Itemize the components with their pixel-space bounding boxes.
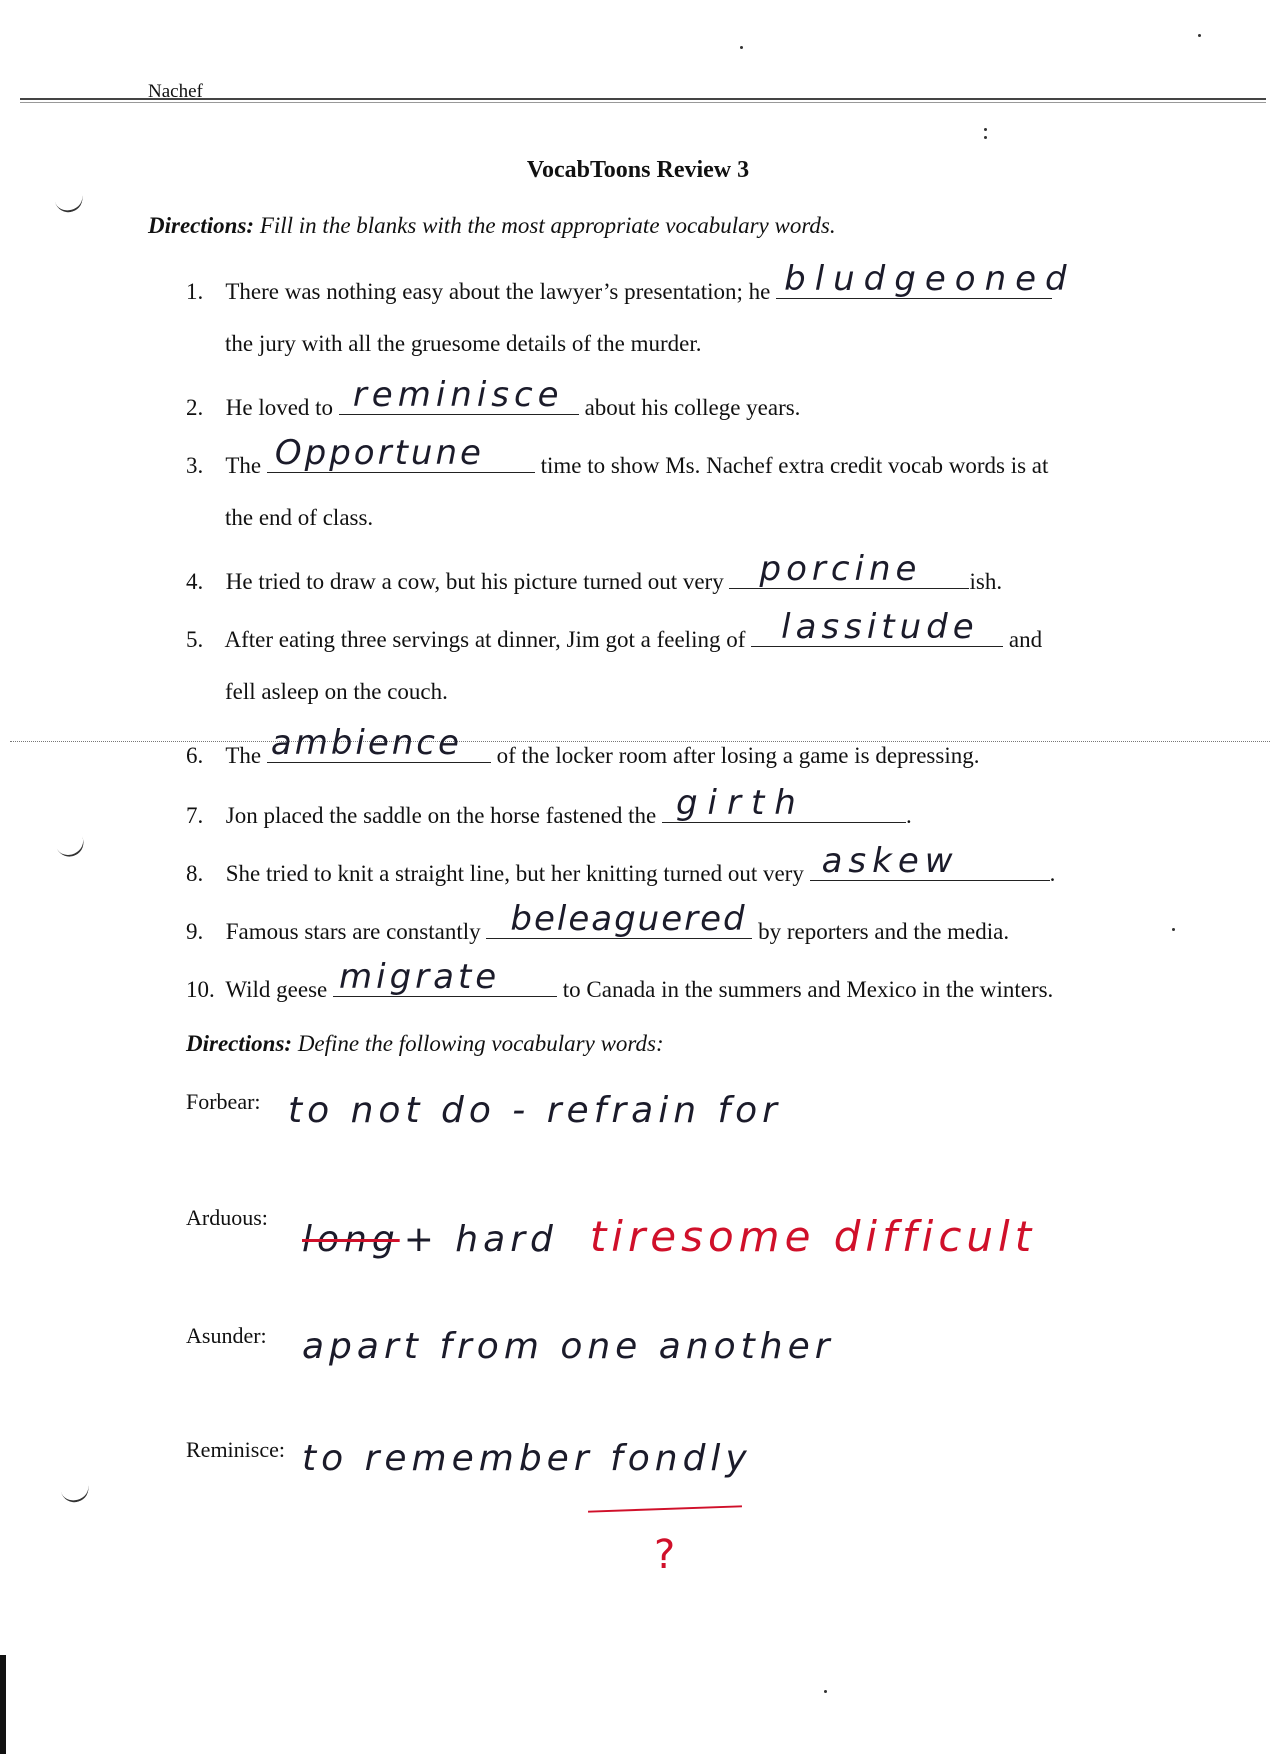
answer-blank-1[interactable]	[776, 259, 1076, 299]
question-1-continuation: the jury with all the gruesome details of the murder.	[225, 331, 702, 356]
scan-speck	[1198, 34, 1201, 37]
question-3	[186, 433, 1049, 480]
scan-speck	[984, 128, 987, 131]
question-number: 3.	[186, 453, 204, 478]
definition-forbear[interactable]: to not do - refrain for	[288, 1090, 782, 1131]
question-2	[186, 375, 801, 422]
question-text-before: He tried to draw a cow, but his picture turned out very	[225, 569, 724, 594]
scan-speck	[984, 136, 987, 139]
question-text-before: Wild geese	[225, 977, 328, 1002]
question-text-after: by reporters and the media.	[758, 919, 1010, 944]
define-directions-label: Directions:	[186, 1031, 293, 1056]
teacher-name: Nachef	[148, 81, 203, 102]
question-number: 6.	[186, 743, 204, 768]
handwritten-answer: askew	[821, 841, 959, 881]
margin-check-mark	[60, 1483, 91, 1506]
question-number: 10.	[186, 977, 215, 1002]
question-number: 2.	[186, 395, 204, 420]
question-number: 8.	[186, 861, 204, 886]
question-5	[186, 607, 1043, 654]
define-word-reminisce: Reminisce:	[186, 1437, 285, 1462]
question-text-before: Jon placed the saddle on the horse fastened the	[225, 803, 657, 828]
define-directions	[186, 1030, 664, 1058]
question-text-before: The	[225, 743, 262, 768]
teacher-red-underline	[588, 1505, 742, 1512]
answer-blank-2[interactable]	[339, 375, 579, 415]
teacher-correction-arduous: tiresome difficult	[589, 1212, 1037, 1261]
define-word-arduous: Arduous:	[186, 1205, 268, 1230]
define-directions-text: Define the following vocabulary words:	[297, 1031, 664, 1056]
scan-speck	[1172, 928, 1175, 931]
header-rule-secondary	[20, 102, 1266, 103]
definition-arduous[interactable]	[302, 1212, 1036, 1261]
handwritten-answer: ambience	[270, 723, 462, 763]
question-number: 9.	[186, 919, 204, 944]
margin-check-mark	[54, 193, 85, 216]
teacher-question-mark: ?	[654, 1532, 676, 1578]
definition-reminisce[interactable]: to remember fondly	[302, 1438, 752, 1479]
question-text-before: Famous stars are constantly	[225, 919, 481, 944]
question-number: 1.	[186, 279, 204, 304]
question-text-before: After eating three servings at dinner, Jim got a feeling of	[224, 627, 746, 652]
question-text-after: time to show Ms. Nachef extra credit vocab words is at	[540, 453, 1049, 478]
definition-arduous-answer: + hard	[403, 1219, 558, 1260]
question-text-after: about his college years.	[584, 395, 801, 420]
scanner-edge-bar	[0, 1655, 6, 1754]
handwritten-answer: reminisce	[352, 375, 564, 415]
question-text-before: There was nothing easy about the lawyer’s presentation; he	[225, 279, 771, 304]
question-number: 4.	[186, 569, 204, 594]
handwritten-answer: porcine	[759, 549, 922, 589]
answer-blank-6[interactable]	[267, 723, 491, 763]
answer-blank-5[interactable]	[751, 607, 1003, 647]
scan-speck	[740, 46, 743, 49]
question-text-after: .	[1049, 861, 1056, 886]
handwritten-answer: lassitude	[781, 607, 979, 647]
worksheet-title: VocabToons Review 3	[526, 157, 750, 183]
question-10	[186, 957, 1054, 1004]
question-9	[186, 899, 1010, 946]
question-text-after: .	[905, 803, 912, 828]
question-text-after: to Canada in the summers and Mexico in the winters.	[562, 977, 1054, 1002]
answer-blank-9[interactable]	[486, 899, 752, 939]
answer-blank-10[interactable]	[333, 957, 557, 997]
definition-asunder[interactable]: apart from one another	[302, 1326, 835, 1367]
header-rule	[20, 98, 1266, 100]
question-3-continuation: the end of class.	[225, 505, 374, 530]
handwritten-answer: migrate	[339, 957, 501, 997]
question-number: 5.	[186, 627, 204, 652]
question-6	[186, 723, 980, 770]
question-text-after: ish.	[969, 569, 1003, 594]
question-number: 7.	[186, 803, 204, 828]
margin-check-mark	[56, 835, 88, 861]
answer-blank-3[interactable]	[267, 433, 535, 473]
question-text-after: of the locker room after losing a game is depressing.	[496, 743, 980, 768]
handwritten-answer: Opportune	[274, 433, 484, 473]
define-word-forbear: Forbear:	[186, 1089, 261, 1114]
scan-speck	[824, 1690, 827, 1693]
question-text-after: and	[1008, 627, 1043, 652]
question-4	[186, 549, 1003, 596]
answer-blank-4[interactable]	[729, 549, 969, 589]
fill-in-directions-text: Fill in the blanks with the most appropriate vocabulary words.	[259, 213, 836, 238]
question-text-before: She tried to knit a straight line, but her knitting turned out very	[225, 861, 804, 886]
handwritten-answer: beleaguered	[510, 899, 747, 939]
handwritten-answer: girth	[675, 783, 806, 823]
answer-blank-8[interactable]	[810, 841, 1050, 881]
question-8	[186, 841, 1056, 888]
handwritten-answer: bludgeoned	[784, 259, 1076, 299]
question-5-continuation: fell asleep on the couch.	[225, 679, 448, 704]
fill-in-directions-label: Directions:	[148, 213, 255, 238]
fill-in-directions	[148, 212, 836, 240]
question-text-before: He loved to	[225, 395, 334, 420]
answer-blank-7[interactable]	[662, 783, 906, 823]
question-1	[186, 259, 1076, 306]
definition-arduous-struck: long	[302, 1219, 400, 1260]
question-text-before: The	[225, 453, 262, 478]
define-word-asunder: Asunder:	[186, 1323, 267, 1348]
question-7	[186, 783, 912, 830]
